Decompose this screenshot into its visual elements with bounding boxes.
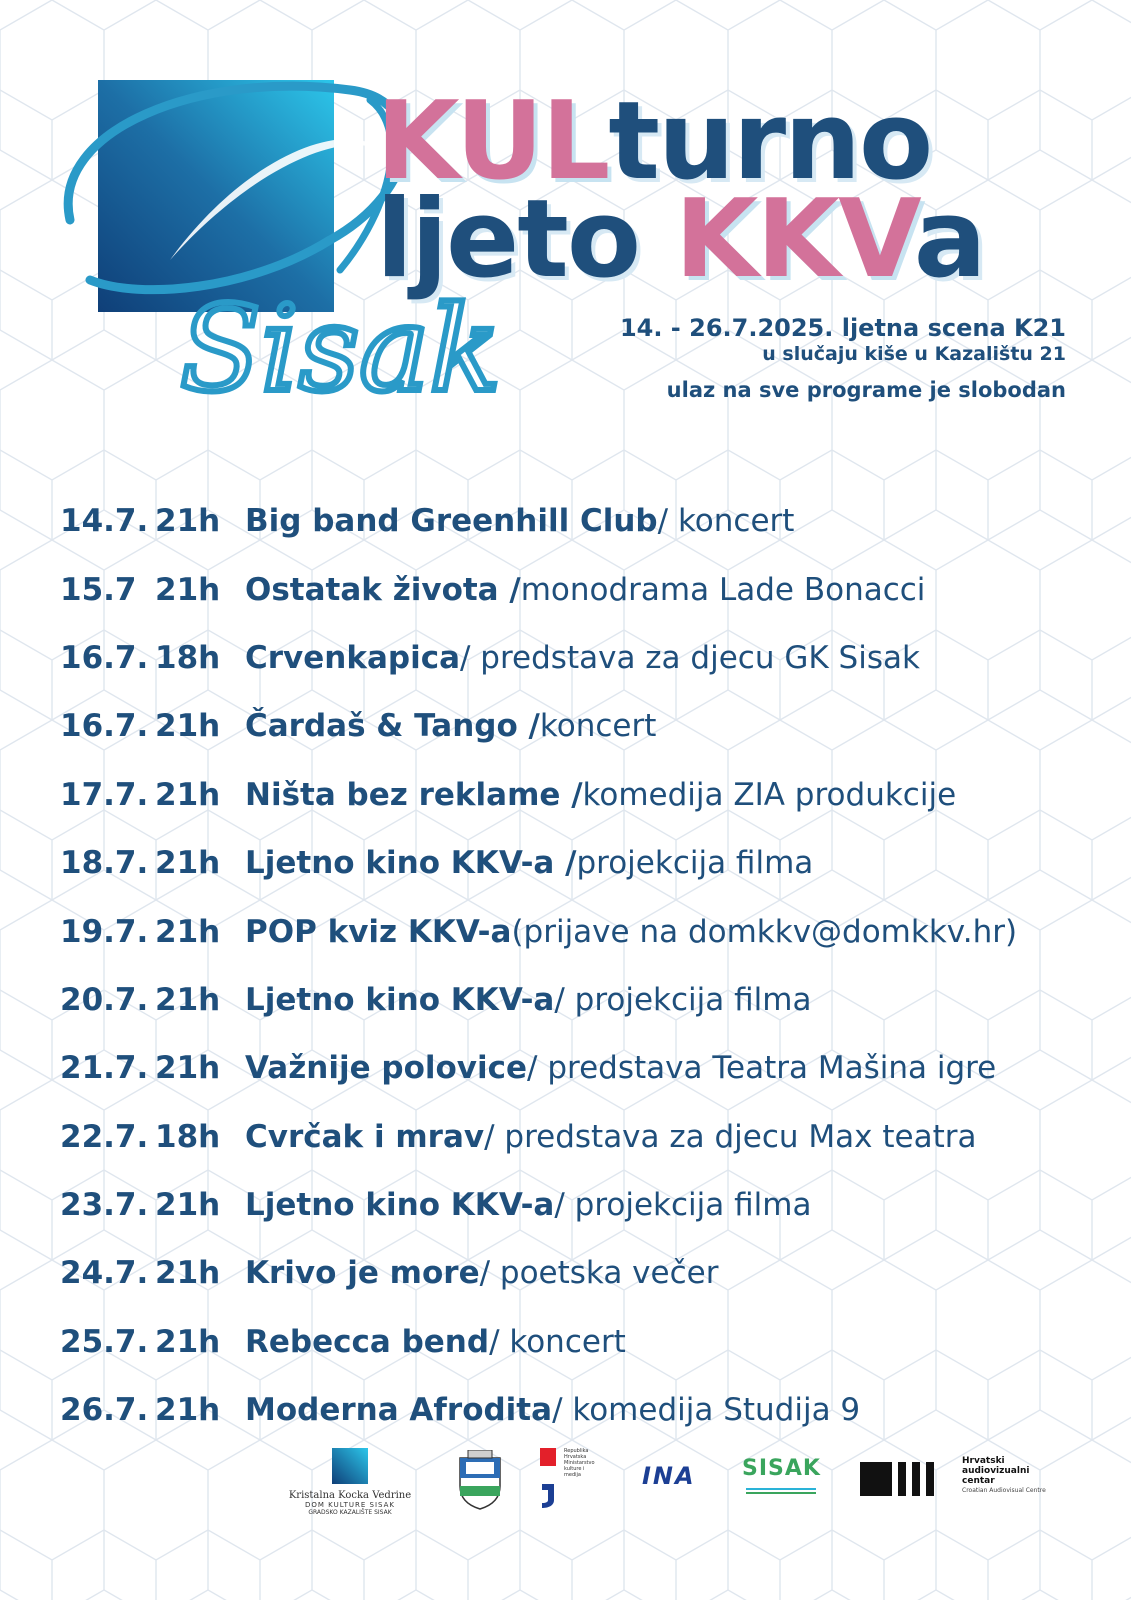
sponsor-kkv: [280, 1446, 420, 1516]
schedule-row: [60, 1239, 1110, 1307]
event-desc: / koncert: [489, 1323, 626, 1360]
event-title: Moderna Afrodita: [245, 1392, 553, 1429]
event-title: Važnije polovice: [245, 1050, 528, 1087]
hac-line3: centar: [962, 1476, 995, 1486]
hac-line4: Croatian Audiovisual Centre: [962, 1487, 1046, 1494]
event-date: 18.7.: [60, 845, 149, 882]
schedule-row: [60, 1171, 1110, 1239]
event-desc: / koncert: [657, 503, 795, 540]
event-date: 24.7.: [60, 1255, 149, 1292]
dates-venue: 14. - 26.7.2025. ljetna scena K21: [619, 314, 1066, 342]
event-time: 21h: [155, 845, 221, 882]
event-title: Ljetno kino KKV-a: [245, 981, 555, 1018]
ministry-text: Republika Hrvatska Ministarstvo kulture i medija: [564, 1448, 595, 1478]
event-date: 16.7.: [60, 639, 149, 676]
event-desc: komedija ZIA produkcije: [582, 776, 957, 813]
event-time: 21h: [155, 776, 221, 813]
event-schedule: [60, 487, 1110, 1444]
event-time: 21h: [155, 1392, 221, 1429]
rain-note: u slučaju kiše u Kazalištu 21: [762, 343, 1066, 365]
sponsor-hac: [962, 1456, 1046, 1496]
event-date: 15.7: [60, 571, 137, 608]
schedule-row: [60, 487, 1110, 555]
event-title: Rebecca bend: [245, 1323, 490, 1360]
hac-bars-icon: [860, 1462, 938, 1496]
schedule-row: [60, 1103, 1110, 1171]
schedule-row: [60, 1034, 1110, 1102]
kkv-name: Kristalna Kocka Vedrine: [288, 1490, 412, 1501]
schedule-row: [60, 1308, 1110, 1376]
schedule-row: [60, 692, 1110, 760]
sponsor-ministry: [538, 1448, 608, 1510]
title-kkv: KKV: [674, 177, 914, 302]
event-date: 17.7.: [60, 776, 149, 813]
event-time: 18h: [155, 639, 221, 676]
event-desc: (prijave na domkkv@domkkv.hr): [511, 913, 1018, 950]
event-time: 21h: [155, 981, 221, 1018]
event-desc: monodrama Lade Bonacci: [520, 571, 926, 608]
event-title: Krivo je more: [245, 1255, 480, 1292]
kkv-line3: GRADSKO KAZALIŠTE SISAK: [308, 1509, 392, 1516]
event-title: Cvrčak i mrav: [245, 1118, 485, 1155]
event-title: Crvenkapica: [245, 639, 460, 676]
ministry-mark-icon: [538, 1448, 560, 1510]
schedule-row: [60, 624, 1110, 692]
schedule-row: [60, 555, 1110, 623]
event-date: 21.7.: [60, 1050, 149, 1087]
event-time: 21h: [155, 1255, 221, 1292]
kkv-line2: DOM KULTURE SISAK: [305, 1501, 395, 1509]
schedule-row: [60, 761, 1110, 829]
sisak-coat-of-arms-icon: [458, 1450, 502, 1510]
sponsor-ina: INA: [642, 1462, 696, 1490]
entry-note: ulaz na sve programe je slobodan: [666, 378, 1066, 402]
event-title: Ostatak života /: [245, 571, 521, 608]
event-date: 16.7.: [60, 708, 149, 745]
schedule-row: [60, 966, 1110, 1034]
event-title: Ljetno kino KKV-a /: [245, 845, 577, 882]
event-desc: / komedija Studija 9: [552, 1392, 861, 1429]
sisak-tz-underline-icon: [746, 1486, 816, 1496]
title-kul: KUL: [376, 79, 609, 204]
event-date: 14.7.: [60, 503, 149, 540]
event-title: Ništa bez reklame /: [245, 776, 583, 813]
schedule-row: [60, 897, 1110, 965]
event-title: Čardaš & Tango /: [245, 708, 540, 745]
event-time: 18h: [155, 1118, 221, 1155]
schedule-row: [60, 1376, 1110, 1444]
event-desc: / predstava Teatra Mašina igre: [527, 1050, 997, 1087]
event-desc: / poetska večer: [479, 1255, 719, 1292]
kkv-cube-icon: [330, 1446, 370, 1486]
event-title: POP kviz KKV-a: [245, 913, 512, 950]
title-ljeto: ljeto: [376, 177, 675, 302]
schedule-row: [60, 829, 1110, 897]
event-time: 21h: [155, 1050, 221, 1087]
sponsor-sisak-tz: [742, 1456, 821, 1500]
event-desc: koncert: [539, 708, 657, 745]
hac-line1: Hrvatski: [962, 1456, 1005, 1466]
title-turno: turno: [608, 79, 932, 204]
logo-square: [98, 80, 334, 312]
title-a: a: [913, 177, 985, 302]
event-desc: / predstava za djecu GK Sisak: [460, 639, 920, 676]
sponsor-logos: [280, 1440, 1080, 1530]
event-desc: / projekcija filma: [554, 981, 812, 1018]
event-time: 21h: [155, 571, 221, 608]
event-date: 22.7.: [60, 1118, 149, 1155]
event-time: 21h: [155, 503, 221, 540]
event-time: 21h: [155, 1187, 221, 1224]
event-date: 26.7.: [60, 1392, 149, 1429]
hac-line2: audiovizualni: [962, 1466, 1030, 1476]
event-date: 20.7.: [60, 981, 149, 1018]
event-desc: / predstava za djecu Max teatra: [484, 1118, 977, 1155]
logo-word: Sisak: [180, 280, 501, 418]
event-time: 21h: [155, 913, 221, 950]
event-desc: projekcija filma: [576, 845, 814, 882]
event-time: 21h: [155, 1323, 221, 1360]
event-date: 23.7.: [60, 1187, 149, 1224]
event-time: 21h: [155, 708, 221, 745]
sisak-tz-wordmark: SISAK: [742, 1456, 821, 1481]
title-line-2: [376, 177, 985, 302]
event-title: Big band Greenhill Club: [245, 503, 658, 540]
event-date: 19.7.: [60, 913, 149, 950]
event-date: 25.7.: [60, 1323, 149, 1360]
event-title: Ljetno kino KKV-a: [245, 1187, 555, 1224]
event-desc: / projekcija filma: [554, 1187, 812, 1224]
